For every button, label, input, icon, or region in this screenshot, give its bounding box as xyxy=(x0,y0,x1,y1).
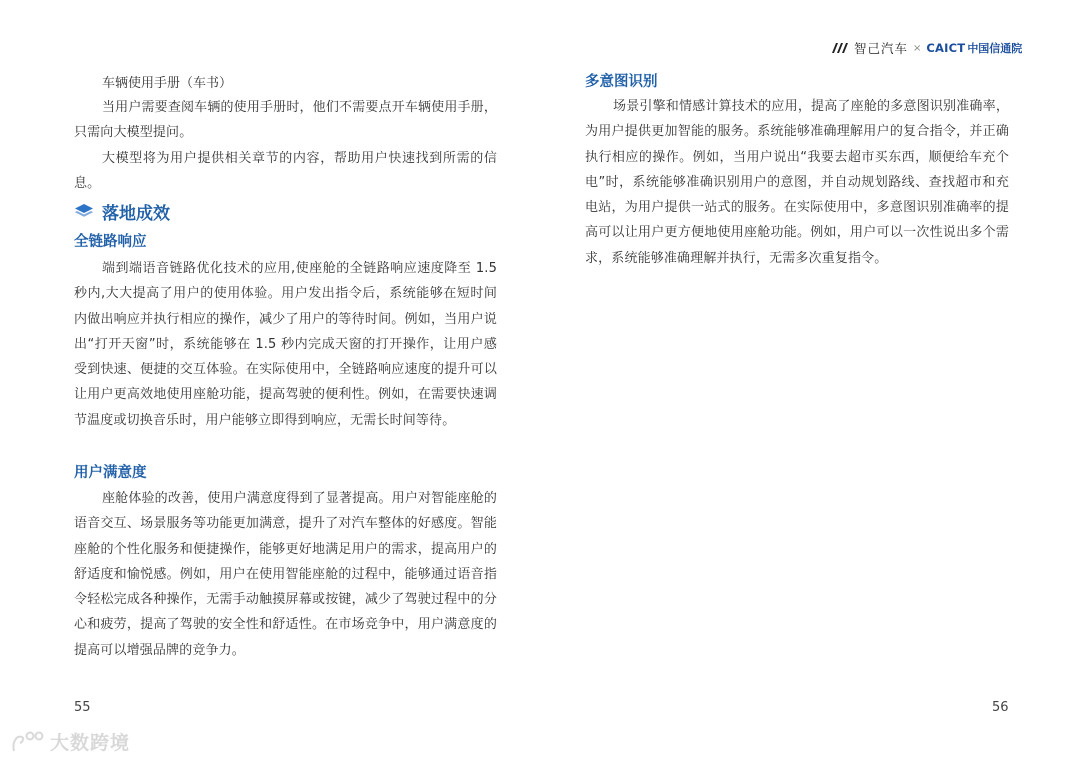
brand-separator: × xyxy=(913,42,922,54)
satisfaction-paragraph: 座舱体验的改善，使用户满意度得到了显著提高。用户对智能座舱的语音交互、场景服务等功能更加满意，提升了对汽车整体的好感度。智能座舱的个性化服务和便捷操作，能够更好地满足用户的需求，提高用户的舒适度和愉悦感。例如，用户在使用智能座舱的过程中，能够通过语音指令轻松完成各种操作，无需手动触摸屏幕或按键，减少了驾驶过程中的分心和疲劳，提高了驾驶的安全性和舒适性。在市场竞争中，用户满意度的提高可以增强品牌的竞争力。 xyxy=(74,491,497,658)
section-heading-results xyxy=(74,199,170,223)
watermark-logo-icon xyxy=(10,729,46,755)
page-number-left: 55 xyxy=(74,700,91,715)
satisfaction-heading: 用户满意度 xyxy=(74,465,147,481)
section-title: 落地成效 xyxy=(102,203,170,224)
latency-paragraph: 端到端语音链路优化技术的应用,使座舱的全链路响应速度降至 1.5 秒内,大大提高了用户的使用体验。用户发出指令后，系统能够在短时间内做出响应并执行相应的操作，减少了用户的等待时间。例如，当用户说出“打开天窗”时，系统能够在 1.5 秒内完成天窗的打开操作，让用户感受到快速、便捷的交互体验。在实际使用中，全链路响应速度的提升可以让用户更高效地使用座舱功能，提高驾驶的便利性。例如，在需要快速调节温度或切换音乐时，用户能够立即得到响应，无需长时间等待。 xyxy=(74,261,497,428)
layered-diamond-icon xyxy=(74,203,94,219)
watermark xyxy=(10,728,130,755)
latency-heading: 全链路响应 xyxy=(74,234,147,250)
intent-heading: 多意图识别 xyxy=(585,74,658,90)
manual-title: 车辆使用手册（车书） xyxy=(102,76,233,91)
watermark-text: 大数跨境 xyxy=(50,732,131,754)
page-number-right: 56 xyxy=(992,700,1009,715)
manual-paragraph-1: 当用户需要查阅车辆的使用手册时，他们不需要点开车辆使用手册，只需向大模型提问。 xyxy=(74,100,497,141)
header-logo xyxy=(832,40,1022,56)
brand-zhiji: 智己汽车 xyxy=(854,41,909,56)
zhiji-logo-icon xyxy=(832,42,850,54)
brand-caict: CAICT xyxy=(926,41,966,55)
brand-caict-cn: 中国信通院 xyxy=(967,42,1023,55)
intent-paragraph: 场景引擎和情感计算技术的应用，提高了座舱的多意图识别准确率，为用户提供更加智能的服务。系统能够准确理解用户的复合指令，并正确执行相应的操作。例如，当用户说出“我要去超市买东西，顺便给车充个电”时，系统能够准确识别用户的意图，并自动规划路线、查找超市和充电站，为用户提供一站式的服务。在实际使用中，多意图识别准确率的提高可以让用户更方便地使用座舱功能。例如，用户可以一次性说出多个需求，系统能够准确理解并执行，无需多次重复指令。 xyxy=(585,99,1009,266)
manual-paragraph-2: 大模型将为用户提供相关章节的内容，帮助用户快速找到所需的信息。 xyxy=(74,151,497,192)
right-page xyxy=(540,0,1080,763)
